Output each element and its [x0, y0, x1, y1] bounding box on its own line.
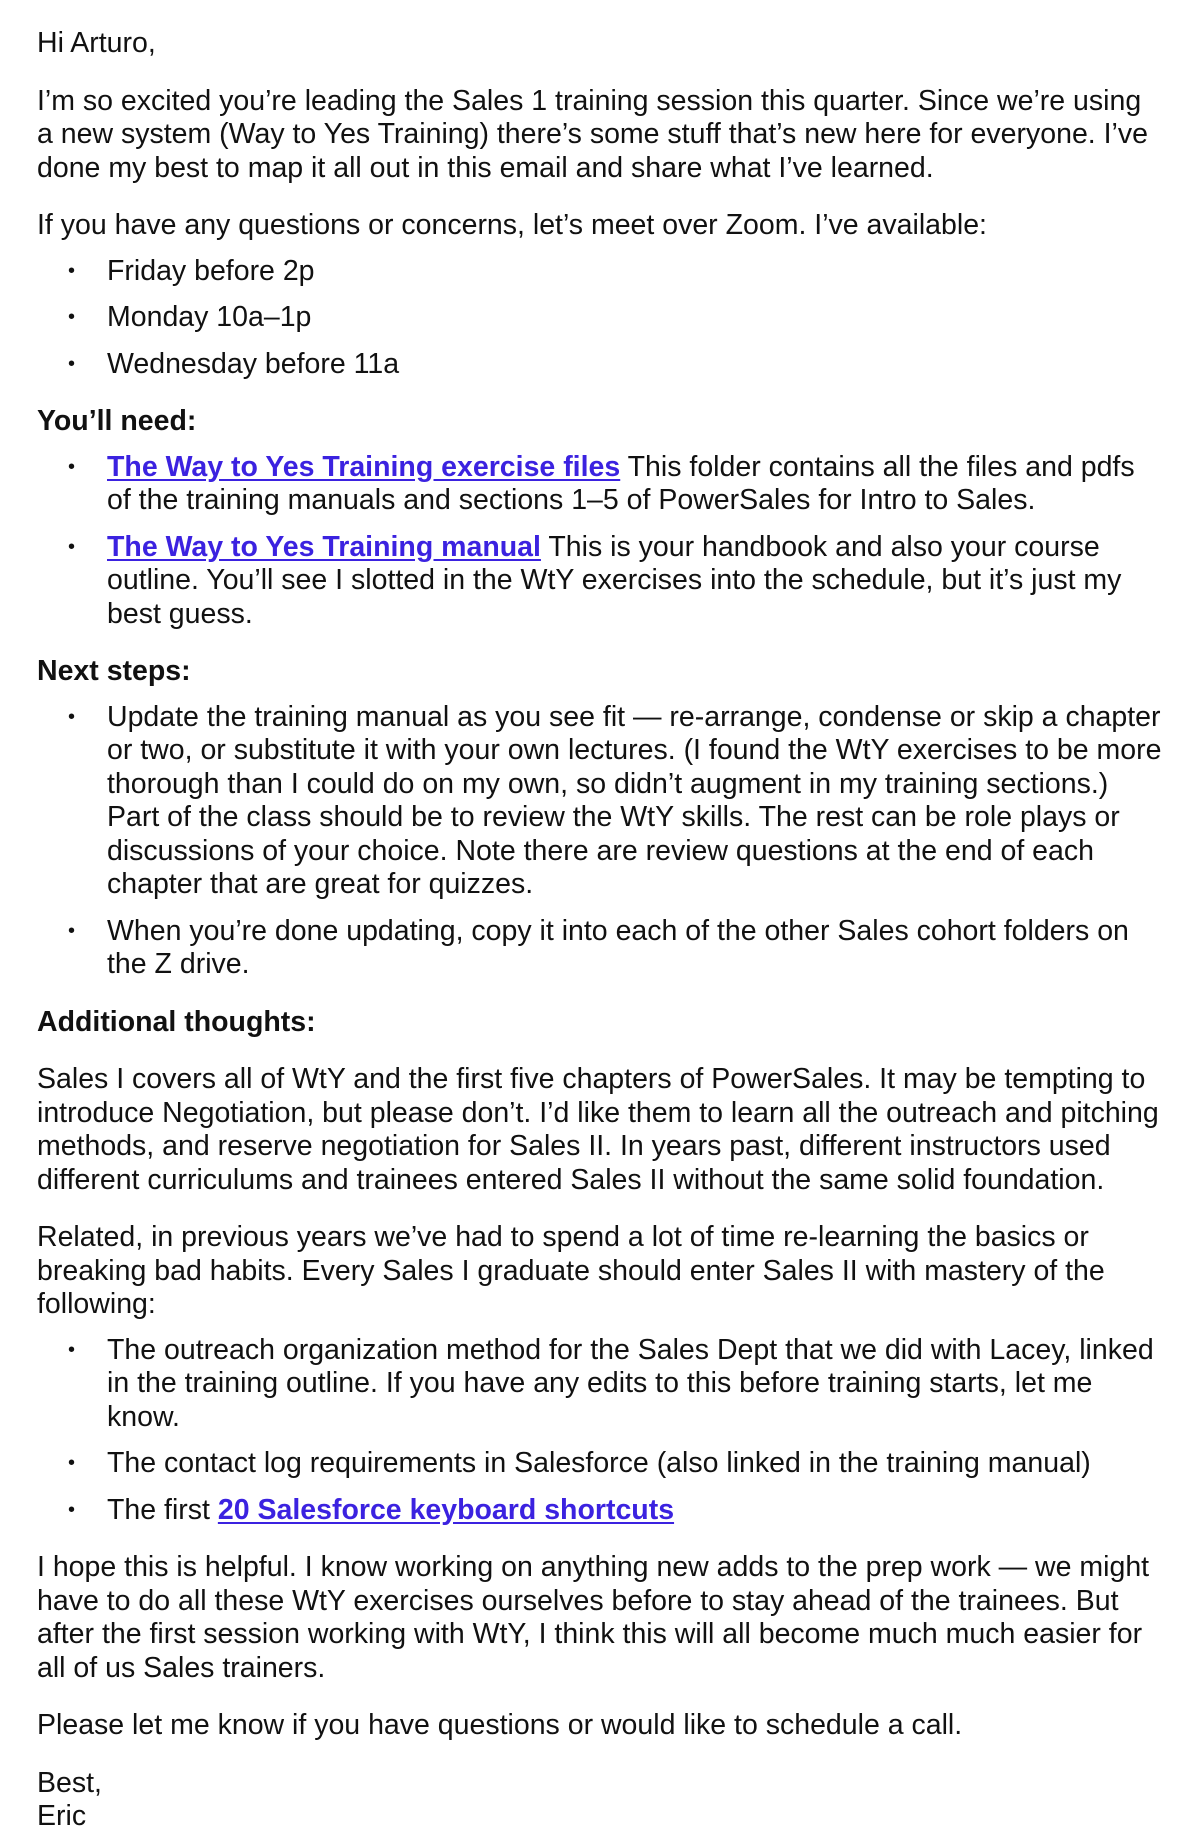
- next-steps-list: [37, 701, 1163, 982]
- signoff: Best,: [37, 1766, 102, 1799]
- list-item: [37, 451, 1163, 518]
- bullet-icon: •: [68, 259, 76, 282]
- bullet-icon: •: [68, 1498, 76, 1521]
- exercise-files-link[interactable]: The Way to Yes Training exercise files: [107, 450, 621, 483]
- additional-paragraph-2: Related, in previous years we’ve had to spend a lot of time re-learning the basics or breaking bad habits. Every Sales I graduate should enter Sales II with mastery of the following:: [37, 1221, 1105, 1320]
- mastery-list: [37, 1334, 1163, 1528]
- bullet-icon: •: [68, 919, 76, 942]
- list-item: [37, 1494, 1163, 1528]
- bullet-icon: •: [68, 1452, 76, 1474]
- list-item: [37, 301, 1163, 335]
- availability-slot: Wednesday before 11a: [107, 347, 400, 380]
- bullet-icon: •: [68, 705, 76, 728]
- needs-heading: You’ll need:: [37, 405, 197, 437]
- availability-intro: If you have any questions or concerns, let’s meet over Zoom. I’ve available:: [37, 209, 987, 241]
- availability-list: [37, 255, 1163, 382]
- bullet-icon: •: [68, 455, 76, 478]
- list-item: [37, 348, 1163, 382]
- list-item: [37, 915, 1163, 982]
- bullet-icon: •: [68, 1338, 76, 1361]
- next-step-text: Update the training manual as you see fit — re-arrange, condense or skip a chapter or two, or substitute it with your own lectures. (I found the WtY exercises to be more thorough than I could do on my own, so didn’t augment in my training sections.) Part of the class should be to review the WtY skills. The rest can be role plays or discussions of your choice. Note there are review questions at the end of each chapter that are great for quizzes.: [107, 700, 1162, 900]
- list-item: [37, 531, 1163, 632]
- sender-name: Eric: [37, 1800, 87, 1832]
- exercise-files-description: This folder contains all the files and pdfs of the training manuals and sections 1–5 of PowerSales for Intro to Sales.: [107, 450, 1135, 516]
- availability-slot: Monday 10a–1p: [107, 301, 312, 333]
- list-item: [37, 255, 1163, 289]
- additional-heading: Additional thoughts:: [37, 1005, 316, 1038]
- shortcut-prefix: The first: [107, 1493, 218, 1526]
- training-manual-description: This is your handbook and also your course outline. You’ll see I slotted in the WtY exercises into the schedule, but it’s just my best guess.: [107, 530, 1122, 630]
- mastery-item-text: The contact log requirements in Salesforce (also linked in the training manual): [107, 1447, 1091, 1479]
- list-item: [37, 701, 1163, 902]
- mastery-item-text: The outreach organization method for the Sales Dept that we did with Lacey, linked in the training outline. If you have any edits to this before training starts, let me know.: [107, 1333, 1154, 1433]
- list-item: [37, 1334, 1163, 1435]
- availability-slot: Friday before 2p: [107, 254, 315, 287]
- bullet-icon: •: [68, 535, 76, 558]
- next-step-text: When you’re done updating, copy it into each of the other Sales cohort folders on the Z drive.: [107, 914, 1129, 980]
- additional-paragraph-1: Sales I covers all of WtY and the first five chapters of PowerSales. It may be tempting to introduce Negotiation, but please don’t. I’d like them to learn all the outreach and pitching methods, and reserve negotiation for Sales II. In years past, different instructors used different curriculums and trainees entered Sales II without the same solid foundation.: [37, 1063, 1159, 1196]
- bullet-icon: •: [68, 352, 76, 375]
- greeting: Hi Arturo,: [37, 27, 156, 59]
- next-steps-heading: Next steps:: [37, 655, 191, 687]
- keyboard-shortcuts-link[interactable]: 20 Salesforce keyboard shortcuts: [217, 1493, 675, 1526]
- signature: [37, 1767, 1163, 1834]
- request-paragraph: Please let me know if you have questions or would like to schedule a call.: [37, 1709, 963, 1741]
- needs-list: [37, 451, 1163, 632]
- bullet-icon: •: [68, 306, 76, 328]
- list-item: [37, 1447, 1163, 1481]
- training-manual-link[interactable]: The Way to Yes Training manual: [107, 530, 541, 563]
- intro-paragraph: I’m so excited you’re leading the Sales 1 training session this quarter. Since we’re using a new system (Way to Yes Training) there’s some stuff that’s new here for everyone. I’ve done my best to map it all out in this email and share what I’ve learned.: [37, 84, 1148, 184]
- closing-paragraph: I hope this is helpful. I know working on anything new adds to the prep work — we might have to do all these WtY exercises ourselves before to stay ahead of the trainees. But after the first session working with WtY, I think this will all become much much easier for all of us Sales trainers.: [37, 1551, 1150, 1684]
